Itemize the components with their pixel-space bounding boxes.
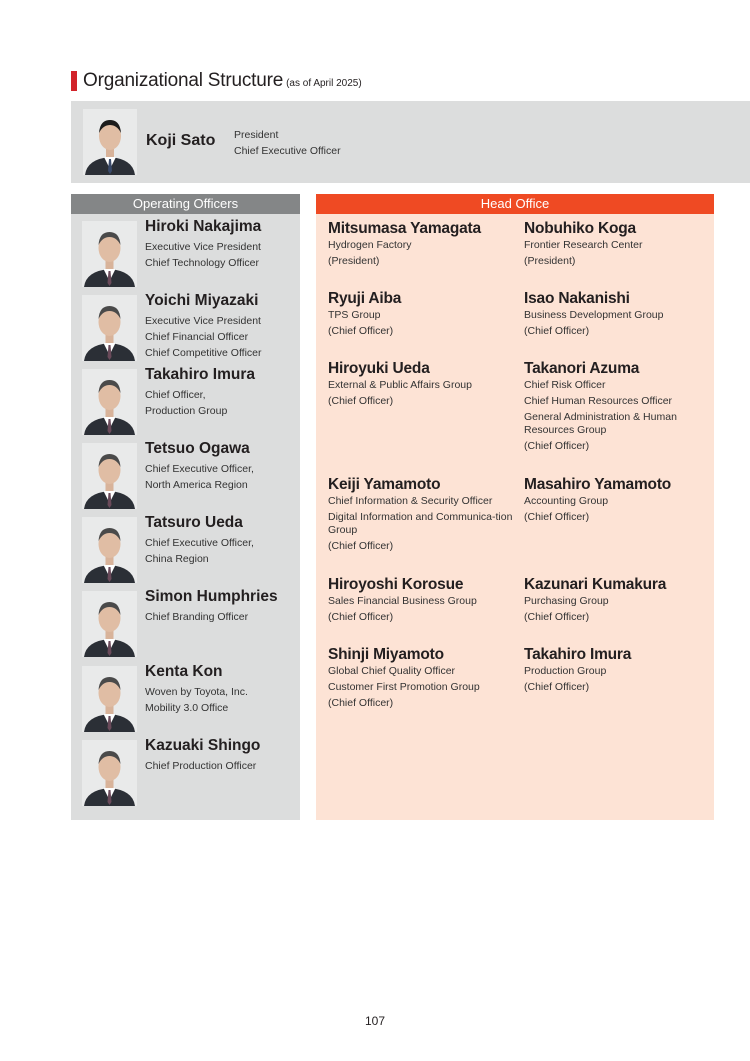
head-office-panel	[316, 194, 714, 820]
title-line: Chief Production Officer	[145, 760, 257, 772]
head-office-entry	[328, 575, 518, 627]
portrait-photo	[82, 295, 137, 361]
portrait-photo	[82, 443, 137, 509]
role-line: Chief Information & Security Officer	[328, 495, 493, 507]
portrait-photo	[83, 109, 137, 175]
operating-officers-panel	[71, 194, 300, 820]
person-portrait-icon	[82, 591, 137, 657]
title-line: China Region	[145, 553, 209, 565]
portrait-photo	[82, 517, 137, 583]
officer-name: Takahiro Imura	[524, 646, 632, 663]
heading-accent-bar	[71, 71, 77, 91]
officer-name: Kazunari Kumakura	[524, 576, 667, 593]
role-line: Business Development Group	[524, 309, 664, 321]
role-line: TPS Group	[328, 309, 381, 321]
title-line: Chief Competitive Officer	[145, 347, 262, 359]
page-title-date: (as of April 2025)	[286, 78, 362, 89]
person-portrait-icon	[82, 666, 137, 732]
role-line: General Administration & Human Resources Group	[524, 411, 677, 436]
head-office-entry	[524, 475, 714, 527]
person-portrait-icon	[82, 295, 137, 361]
operating-officer-entry	[71, 366, 300, 438]
president-name: Koji Sato	[146, 132, 216, 149]
head-office-entry	[328, 475, 518, 556]
person-portrait-icon	[82, 517, 137, 583]
role-line: Production Group	[524, 665, 607, 677]
head-office-entry	[328, 219, 518, 271]
role-line: (Chief Officer)	[524, 511, 590, 523]
role-line: Customer First Promotion Group	[328, 681, 480, 693]
officer-name: Simon Humphries	[145, 588, 278, 605]
officer-titles	[145, 684, 248, 716]
officer-name: Takahiro Imura	[145, 366, 255, 383]
operating-officers-header: Operating Officers	[71, 194, 300, 214]
person-portrait-icon	[82, 443, 137, 509]
role-line: (Chief Officer)	[524, 440, 590, 452]
officer-name: Masahiro Yamamoto	[524, 476, 672, 493]
officer-name: Ryuji Aiba	[328, 290, 402, 307]
title-line: Executive Vice President	[145, 241, 261, 253]
title-line: Chief Financial Officer	[145, 331, 249, 343]
operating-officer-entry	[71, 218, 300, 290]
officer-name: Isao Nakanishi	[524, 290, 630, 307]
operating-officer-entry	[71, 737, 300, 809]
role-line: External & Public Affairs Group	[328, 379, 472, 391]
title-line: North America Region	[145, 479, 248, 491]
portrait-photo	[82, 369, 137, 435]
president-panel	[71, 101, 750, 183]
officer-name: Kenta Kon	[145, 663, 223, 680]
role-line: Frontier Research Center	[524, 239, 643, 251]
operating-officer-entry	[71, 663, 300, 735]
officer-titles	[145, 758, 256, 774]
officer-name: Mitsumasa Yamagata	[328, 220, 481, 237]
role-line: (Chief Officer)	[328, 697, 394, 709]
head-office-entry	[524, 359, 714, 456]
role-line: (President)	[524, 255, 576, 267]
portrait-photo	[82, 221, 137, 287]
title-line: President	[234, 129, 279, 141]
person-portrait-icon	[82, 369, 137, 435]
title-line: Chief Officer,	[145, 389, 206, 401]
officer-name: Shinji Miyamoto	[328, 646, 444, 663]
operating-officer-entry	[71, 514, 300, 586]
role-line: (Chief Officer)	[328, 611, 394, 623]
page-number: 107	[364, 1014, 386, 1028]
role-line: (Chief Officer)	[524, 681, 590, 693]
portrait-photo	[82, 740, 137, 806]
role-line: (President)	[328, 255, 380, 267]
officer-name: Yoichi Miyazaki	[145, 292, 259, 309]
title-line: Executive Vice President	[145, 315, 261, 327]
operating-officer-entry	[71, 588, 300, 660]
role-line: Digital Information and Communica-tion Group	[328, 511, 513, 536]
operating-officer-entry	[71, 292, 300, 364]
person-portrait-icon	[83, 109, 137, 175]
operating-officer-entry	[71, 440, 300, 512]
head-office-entry	[328, 359, 518, 411]
president-titles	[234, 127, 341, 159]
head-office-header: Head Office	[316, 194, 714, 214]
officer-name: Keiji Yamamoto	[328, 476, 441, 493]
role-line: Sales Financial Business Group	[328, 595, 477, 607]
officer-titles	[145, 609, 248, 625]
role-line: (Chief Officer)	[524, 325, 590, 337]
role-line: Hydrogen Factory	[328, 239, 412, 251]
role-line: (Chief Officer)	[524, 611, 590, 623]
portrait-photo	[82, 591, 137, 657]
officer-name: Hiroyuki Ueda	[328, 360, 430, 377]
title-line: Chief Branding Officer	[145, 611, 249, 623]
role-line: Chief Human Resources Officer	[524, 395, 673, 407]
head-office-entry	[524, 219, 714, 271]
officer-name: Takanori Azuma	[524, 360, 640, 377]
title-line: Woven by Toyota, Inc.	[145, 686, 248, 698]
role-line: Chief Risk Officer	[524, 379, 606, 391]
head-office-entry	[328, 289, 518, 341]
title-line: Chief Executive Officer,	[145, 463, 254, 475]
head-office-entry	[524, 575, 714, 627]
head-office-entry	[524, 645, 714, 697]
officer-name: Tatsuro Ueda	[145, 514, 243, 531]
officer-name: Nobuhiko Koga	[524, 220, 636, 237]
person-portrait-icon	[82, 740, 137, 806]
title-line: Chief Technology Officer	[145, 257, 260, 269]
officer-name: Kazuaki Shingo	[145, 737, 261, 754]
role-line: Purchasing Group	[524, 595, 609, 607]
role-line: (Chief Officer)	[328, 540, 394, 552]
title-line: Production Group	[145, 405, 228, 417]
role-line: (Chief Officer)	[328, 395, 394, 407]
officer-name: Hiroki Nakajima	[145, 218, 262, 235]
role-line: (Chief Officer)	[328, 325, 394, 337]
officer-titles	[145, 387, 227, 419]
head-office-entry	[328, 645, 518, 713]
page-title: Organizational Structure	[83, 70, 284, 91]
title-line: Chief Executive Officer,	[145, 537, 254, 549]
role-line: Accounting Group	[524, 495, 609, 507]
officer-titles	[145, 313, 262, 361]
officer-titles	[145, 535, 254, 567]
head-office-entry	[524, 289, 714, 341]
person-portrait-icon	[82, 221, 137, 287]
portrait-photo	[82, 666, 137, 732]
officer-name: Tetsuo Ogawa	[145, 440, 250, 457]
title-line: Mobility 3.0 Office	[145, 702, 229, 714]
title-line: Chief Executive Officer	[234, 145, 341, 157]
role-line: Global Chief Quality Officer	[328, 665, 456, 677]
officer-titles	[145, 461, 254, 493]
officer-name: Hiroyoshi Korosue	[328, 576, 464, 593]
page-heading	[71, 70, 362, 92]
officer-titles	[145, 239, 261, 271]
